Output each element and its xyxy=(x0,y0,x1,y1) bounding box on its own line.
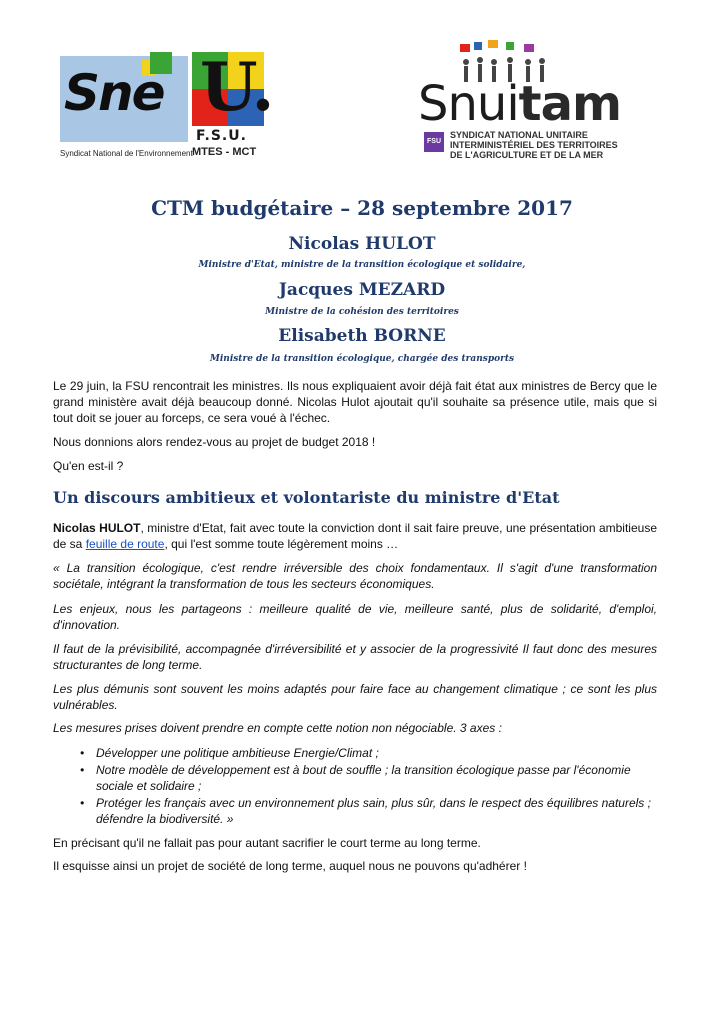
minister-name-2: Jacques MEZARD xyxy=(278,280,446,300)
section-heading: Un discours ambitieux et volontariste du ministre d'Etat xyxy=(53,488,560,507)
bullet-dot-icon: • xyxy=(80,763,85,777)
fsu-logo-label: F.S.U. xyxy=(196,128,247,144)
quote-paragraph-5: Les mesures prises doivent prendre en compte cette notion non négociable. 3 axes : xyxy=(53,721,502,735)
bullet-item-2: • Notre modèle de développement est à bout de souffle ; la transition écologique passe par l'économie sociale et solidaire ; xyxy=(80,763,631,793)
lead-name: Nicolas HULOT xyxy=(53,521,141,535)
sne-fsu-logo xyxy=(60,48,275,160)
bullet-dot-icon: • xyxy=(80,746,85,760)
minister-name-1: Nicolas HULOT xyxy=(288,234,436,254)
quote-paragraph-1: « La transition écologique, c'est rendre irréversible des choix fondamentaux. Il s'agit d'une transformation sociétale, intégrant la transformation de tous les secteurs économiques. xyxy=(53,561,657,591)
minister-name-3: Elisabeth BORNE xyxy=(278,326,446,346)
lead-paragraph: Nicolas HULOT, ministre d'Etat, fait avec toute la conviction dont il sait faire preuve, une présentation ambitieuse de sa feuille de route, qui l'est somme toute légèrement moins … xyxy=(53,521,657,551)
page-title: CTM budgétaire – 28 septembre 2017 xyxy=(151,196,573,220)
quote-paragraph-2: Les enjeux, nous les partageons : meilleure qualité de vie, meilleure santé, plus de solidarité, d'emploi, d'innovation. xyxy=(53,602,657,632)
snuitam-logo-word: Snuitam xyxy=(418,76,622,132)
minister-role-1: Ministre d'Etat, ministre de la transition écologique et solidaire, xyxy=(198,260,526,270)
closing-paragraph-2: Il esquisse ainsi un projet de société de long terme, auquel nous ne pouvons qu'adhérer ! xyxy=(53,859,527,873)
snuitam-fsu-badge: FSU xyxy=(424,132,444,152)
fsu-logo-block xyxy=(192,48,275,126)
snuitam-logo xyxy=(418,40,658,165)
intro-paragraph-2: Nous donnions alors rendez-vous au projet de budget 2018 ! xyxy=(53,435,376,449)
bullet-item-1: • Développer une politique ambitieuse Energie/Climat ; xyxy=(80,746,379,760)
fsu-logo-letter: U. xyxy=(200,48,275,126)
sne-logo-word: Sne xyxy=(64,64,164,122)
intro-paragraph-3: Qu'en est-il ? xyxy=(53,459,124,473)
minister-role-2: Ministre de la cohésion des territoires xyxy=(265,307,459,317)
bullet-dot-icon: • xyxy=(80,796,85,810)
sne-logo-subtitle: Syndicat National de l'Environnement xyxy=(60,149,193,158)
minister-role-3: Ministre de la transition écologique, chargée des transports xyxy=(209,354,515,364)
roadmap-link[interactable]: feuille de route xyxy=(85,537,165,551)
intro-paragraph-1: Le 29 juin, la FSU rencontrait les ministres. Ils nous expliquaient avoir déjà fait état aux ministres de Bercy que le grand ministère avait déjà beaucoup donné. Nicolas Hulot ajoutait qu'il souhaite sa présence utile, mais que si tout doit se jouer au forceps, ce sera voué à l'échec. xyxy=(53,379,657,425)
snuitam-logo-text: SYNDICAT NATIONAL UNITAIRE INTERMINISTÉRIEL DES TERRITOIRES DE L'AGRICULTURE ET DE LA MER xyxy=(450,130,618,160)
quote-paragraph-4: Les plus démunis sont souvent les moins adaptés pour faire face au changement climatique ; ce sont les plus vulnérables. xyxy=(53,682,657,712)
quote-paragraph-3: Il faut de la prévisibilité, accompagnée d'irréversibilité et y associer de la progressivité Il faut donc des mesures structurantes de long terme. xyxy=(53,642,657,672)
closing-paragraph-1: En précisant qu'il ne fallait pas pour autant sacrifier le court terme au long terme. xyxy=(53,836,481,850)
bullet-item-3: • Protéger les français avec un environnement plus sain, plus sûr, dans le respect des équilibres naturels ; défendre la biodiversité. » xyxy=(80,796,651,826)
fsu-logo-sub: MTES - MCT xyxy=(192,146,257,158)
